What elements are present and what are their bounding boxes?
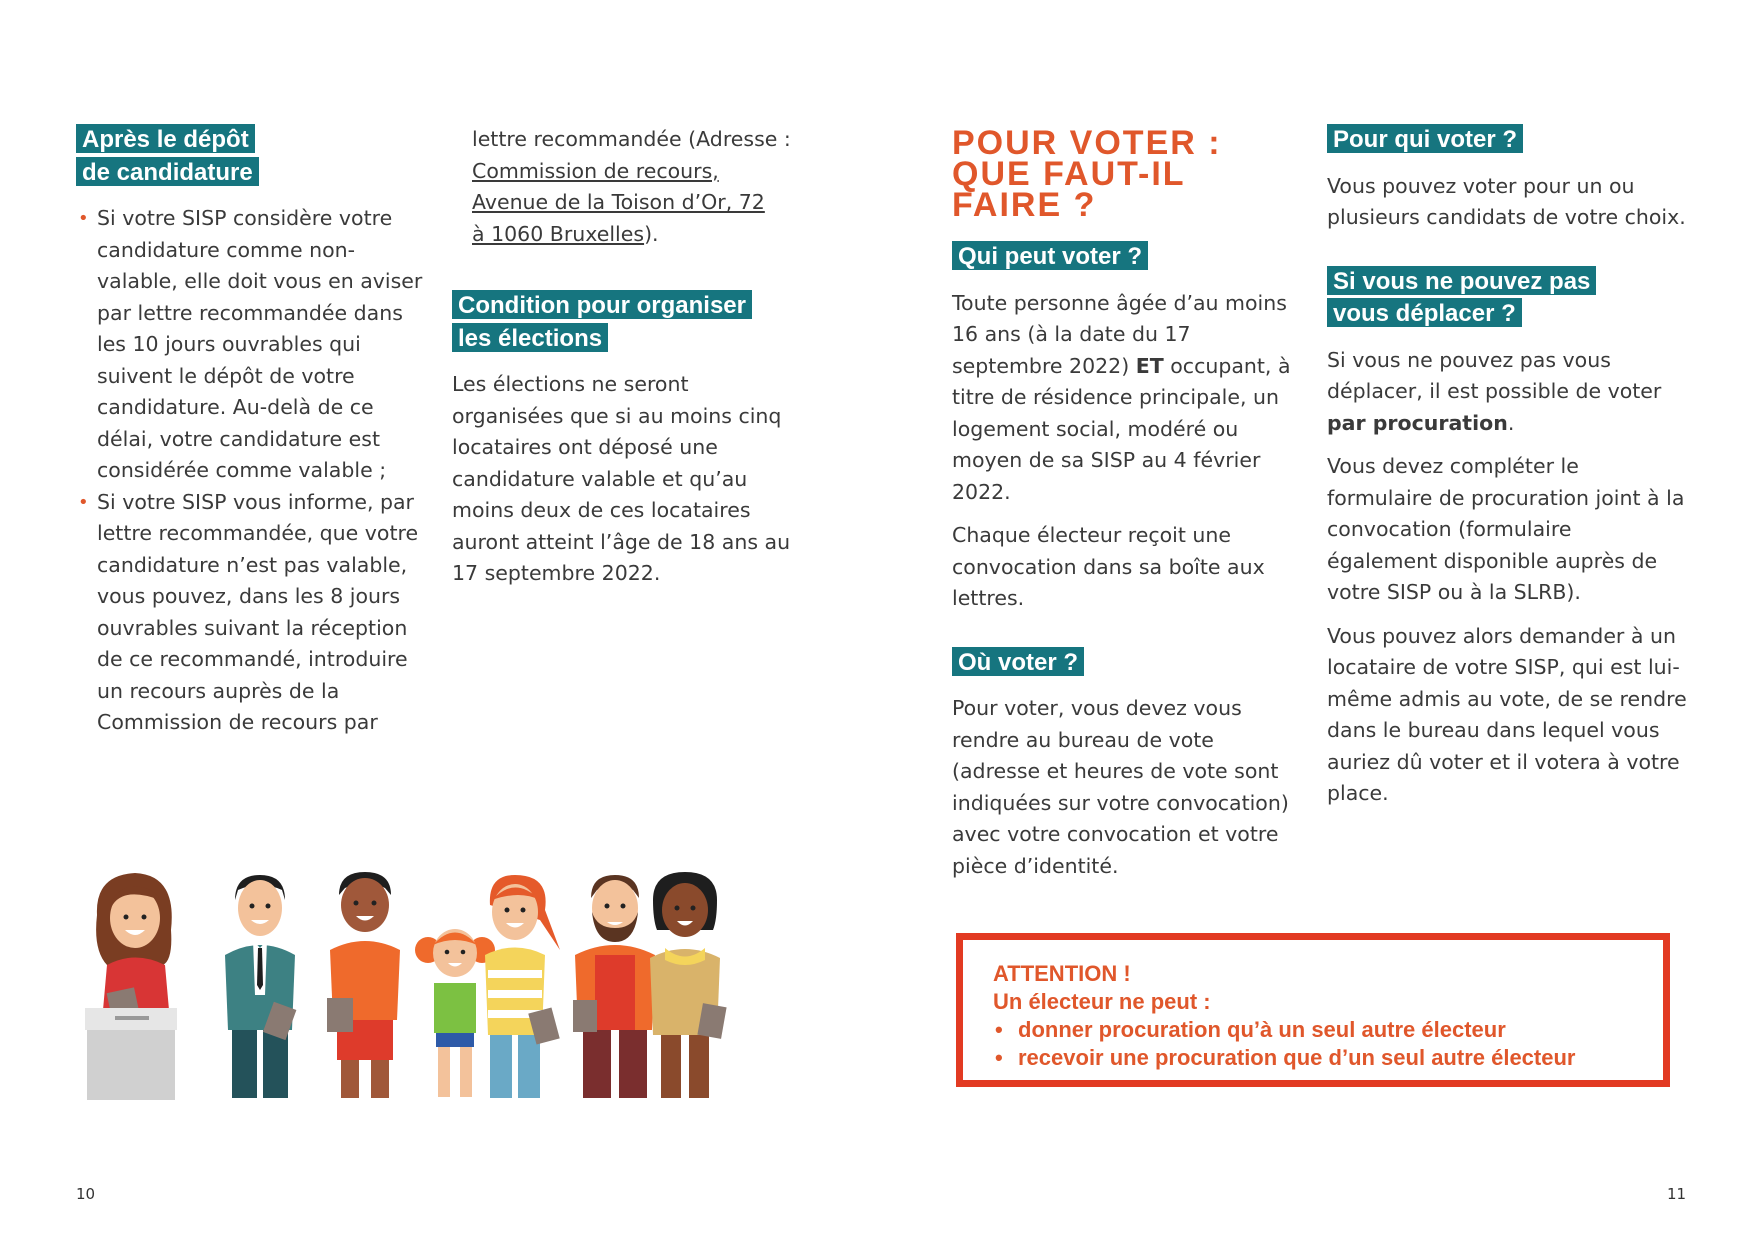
heading-condition: Condition pour organiser les élections xyxy=(452,290,802,355)
person-girl-icon xyxy=(415,929,495,1097)
attention-box xyxy=(956,933,1670,1087)
list-item: • donner procuration qu’à un seul autre électeur xyxy=(995,1017,1506,1042)
address-line: Avenue de la Toison d’Or, 72 xyxy=(472,190,765,214)
procuration-text: Si vous ne pouvez pas vous déplacer, il est possible de voter par procuration. xyxy=(1327,347,1662,435)
convocation-text: Chaque électeur reçoit une convocation dans sa boîte aux lettres. xyxy=(952,523,1265,610)
bullet-icon: • xyxy=(78,208,89,229)
person-man-beard-icon xyxy=(573,875,655,1098)
left-col-1 xyxy=(76,124,428,739)
continuation-text: lettre recommandée (Adresse : Commission de recours, Avenue de la Toison d’Or, 72 à 1060 Bruxelles). xyxy=(472,127,791,246)
bullet-icon: • xyxy=(995,1017,1003,1042)
ou-voter-text: Pour voter, vous devez vous rendre au bureau de vote (adresse et heures de vote sont indiquées sur votre convocation) avec votre convocation et votre pièce d’identité. xyxy=(952,696,1289,878)
list-item: • Si votre SISP considère votre candidature comme non-valable, elle doit vous en aviser par lettre recommandée dans les 10 jours ouvrables qui suivent le dépôt de votre candidature. Au-delà de ce délai, votre candidature est considérée comme valable ; xyxy=(76,203,428,487)
heading-ou-voter: Où voter ? xyxy=(952,647,1304,680)
attention-title: ATTENTION ! xyxy=(993,961,1131,986)
condition-text: Les élections ne seront organisées que si au moins cinq locataires ont déposé une candidature valable et qu’au moins deux de ces locataires auront atteint l’âge de 18 ans au 17 septembre 2022. xyxy=(452,372,791,585)
page-title: POUR VOTER : QUE FAUT-IL FAIRE ? xyxy=(952,124,1222,224)
person-man-suit-icon xyxy=(225,875,296,1098)
heading-qui-peut-voter: Qui peut voter ? xyxy=(952,241,1304,274)
person-woman-redhead-icon xyxy=(485,875,560,1098)
bullet-icon: • xyxy=(995,1045,1003,1070)
person-woman-voting-icon xyxy=(85,873,177,1100)
qui-peut-voter-text: Toute personne âgée d’au moins 16 ans (à la date du 17 septembre 2022) ET occupant, à titre de résidence principale, un logement social, modéré ou moyen de sa SISP au 4 février 2022. xyxy=(952,290,1291,504)
person-boy-orange-icon xyxy=(327,872,400,1098)
attention-list xyxy=(993,1016,1633,1072)
locataire-text: Vous pouvez alors demander à un locataire de votre SISP, qui est lui-même admis au vote, de se rendre dans le bureau dans lequel vous auriez dû voter et il votera à votre place. xyxy=(1327,623,1687,805)
page-number-left: 10 xyxy=(76,1185,96,1203)
bullet-list-depot xyxy=(76,203,428,739)
heading-pour-qui-voter: Pour qui voter ? xyxy=(1327,124,1687,157)
pour-qui-voter-text: Vous pouvez voter pour un ou plusieurs candidats de votre choix. xyxy=(1327,173,1686,229)
attention-subtitle: Un électeur ne peut : xyxy=(993,989,1211,1014)
voters-illustration xyxy=(85,870,815,1100)
address-line: Commission de recours, xyxy=(472,158,719,183)
bullet-icon: • xyxy=(78,491,89,513)
heading-apres-depot: Après le dépôt de candidature xyxy=(76,124,428,189)
list-item: • recevoir une procuration que d’un seul autre électeur xyxy=(995,1045,1576,1070)
person-woman-dark-icon xyxy=(650,872,727,1098)
left-col-2 xyxy=(452,124,802,602)
right-col-1 xyxy=(952,124,1304,894)
right-col-2 xyxy=(1327,124,1687,822)
formulaire-text: Vous devez compléter le formulaire de procuration joint à la convocation (formulaire également disponible auprès de votre SISP ou à la SLRB). xyxy=(1327,454,1685,604)
page-number-right: 11 xyxy=(1667,1185,1687,1203)
address-line: à 1060 Bruxelles xyxy=(472,221,645,246)
list-item: • Si votre SISP vous informe, par lettre recommandée, que votre candidature n’est pas valable, vous pouvez, dans les 8 jours ouvrables suivant la réception de ce recommandé, introduire un recours auprès de la Commission de recours par xyxy=(76,487,428,739)
heading-deplacer: Si vous ne pouvez pas vous déplacer ? xyxy=(1327,266,1687,331)
